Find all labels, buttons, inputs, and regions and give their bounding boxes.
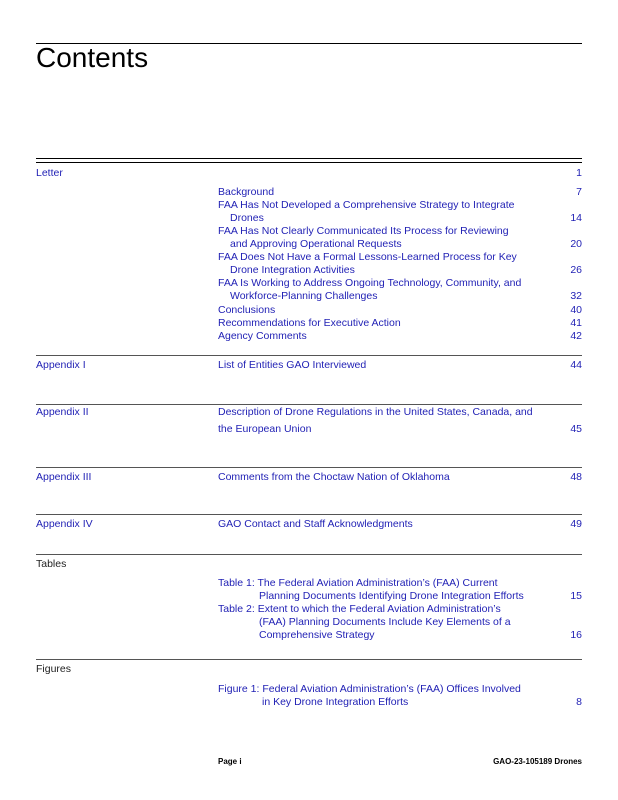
page-title: Contents [36, 42, 149, 73]
figure-1-entry-cont[interactable]: in Key Drone Integration Efforts [262, 696, 409, 708]
footer-page-label: Page i [218, 757, 242, 766]
section-double-rule-top [36, 158, 582, 159]
appendix-iv-title[interactable]: GAO Contact and Staff Acknowledgments [218, 518, 413, 530]
figure-1-page[interactable]: 8 [576, 696, 582, 708]
toc-entry-strategy[interactable]: FAA Has Not Developed a Comprehensive Strategy to Integrate [218, 199, 515, 211]
toc-page-conclusions[interactable]: 40 [570, 304, 582, 316]
toc-entry-process-cont[interactable]: and Approving Operational Requests [230, 238, 402, 250]
appendix-iii-page[interactable]: 48 [570, 471, 582, 483]
footer-report-id: GAO-23-105189 Drones [493, 757, 582, 766]
divider-appendix-ii [36, 404, 582, 405]
toc-page-agency-comments[interactable]: 42 [570, 330, 582, 342]
divider-appendix-iv [36, 514, 582, 515]
appendix-iii-title[interactable]: Comments from the Choctaw Nation of Oklahoma [218, 471, 450, 483]
appendix-ii-label[interactable]: Appendix II [36, 406, 89, 418]
toc-entry-recommendations[interactable]: Recommendations for Executive Action [218, 317, 401, 329]
toc-entry-process[interactable]: FAA Has Not Clearly Communicated Its Process for Reviewing [218, 225, 509, 237]
tables-section-heading: Tables [36, 558, 67, 570]
table-2-entry-cont2[interactable]: Comprehensive Strategy [259, 629, 375, 641]
toc-page-strategy[interactable]: 14 [570, 212, 582, 224]
toc-entry-challenges[interactable]: FAA Is Working to Address Ongoing Technology, Community, and [218, 277, 522, 289]
table-1-entry[interactable]: Table 1: The Federal Aviation Administration’s (FAA) Current [218, 577, 498, 589]
appendix-ii-title-cont[interactable]: the European Union [218, 423, 312, 435]
appendix-iv-page[interactable]: 49 [570, 518, 582, 530]
appendix-i-title[interactable]: List of Entities GAO Interviewed [218, 359, 367, 371]
figure-1-entry[interactable]: Figure 1: Federal Aviation Administration’s (FAA) Offices Involved [218, 683, 521, 695]
section-double-rule-bottom [36, 162, 582, 163]
appendix-iii-label[interactable]: Appendix III [36, 471, 92, 483]
toc-entry-agency-comments[interactable]: Agency Comments [218, 330, 307, 342]
appendix-iv-label[interactable]: Appendix IV [36, 518, 93, 530]
toc-page-lessons[interactable]: 26 [570, 264, 582, 276]
toc-page-process[interactable]: 20 [570, 238, 582, 250]
toc-page-challenges[interactable]: 32 [570, 290, 582, 302]
appendix-ii-title[interactable]: Description of Drone Regulations in the United States, Canada, and [218, 406, 533, 418]
toc-page-recommendations[interactable]: 41 [570, 317, 582, 329]
appendix-i-label[interactable]: Appendix I [36, 359, 86, 371]
table-2-entry[interactable]: Table 2: Extent to which the Federal Aviation Administration’s [218, 603, 501, 615]
toc-entry-conclusions[interactable]: Conclusions [218, 304, 276, 316]
table-2-entry-cont[interactable]: (FAA) Planning Documents Include Key Elements of a [259, 616, 511, 628]
toc-entry-challenges-cont[interactable]: Workforce-Planning Challenges [230, 290, 378, 302]
divider-appendix-iii [36, 467, 582, 468]
divider-figures [36, 659, 582, 660]
letter-page[interactable]: 1 [576, 167, 582, 179]
letter-label[interactable]: Letter [36, 167, 63, 179]
table-2-page[interactable]: 16 [570, 629, 582, 641]
toc-entry-strategy-cont[interactable]: Drones [230, 212, 264, 224]
toc-entry-lessons[interactable]: FAA Does Not Have a Formal Lessons-Learned Process for Key [218, 251, 517, 263]
toc-entry-lessons-cont[interactable]: Drone Integration Activities [230, 264, 355, 276]
table-1-entry-cont[interactable]: Planning Documents Identifying Drone Integration Efforts [259, 590, 524, 602]
appendix-ii-page[interactable]: 45 [570, 423, 582, 435]
table-1-page[interactable]: 15 [570, 590, 582, 602]
divider-appendix-i [36, 355, 582, 356]
figures-section-heading: Figures [36, 663, 72, 675]
toc-entry-background[interactable]: Background [218, 186, 275, 198]
appendix-i-page[interactable]: 44 [570, 359, 582, 371]
toc-page-background[interactable]: 7 [576, 186, 582, 198]
divider-tables [36, 554, 582, 555]
